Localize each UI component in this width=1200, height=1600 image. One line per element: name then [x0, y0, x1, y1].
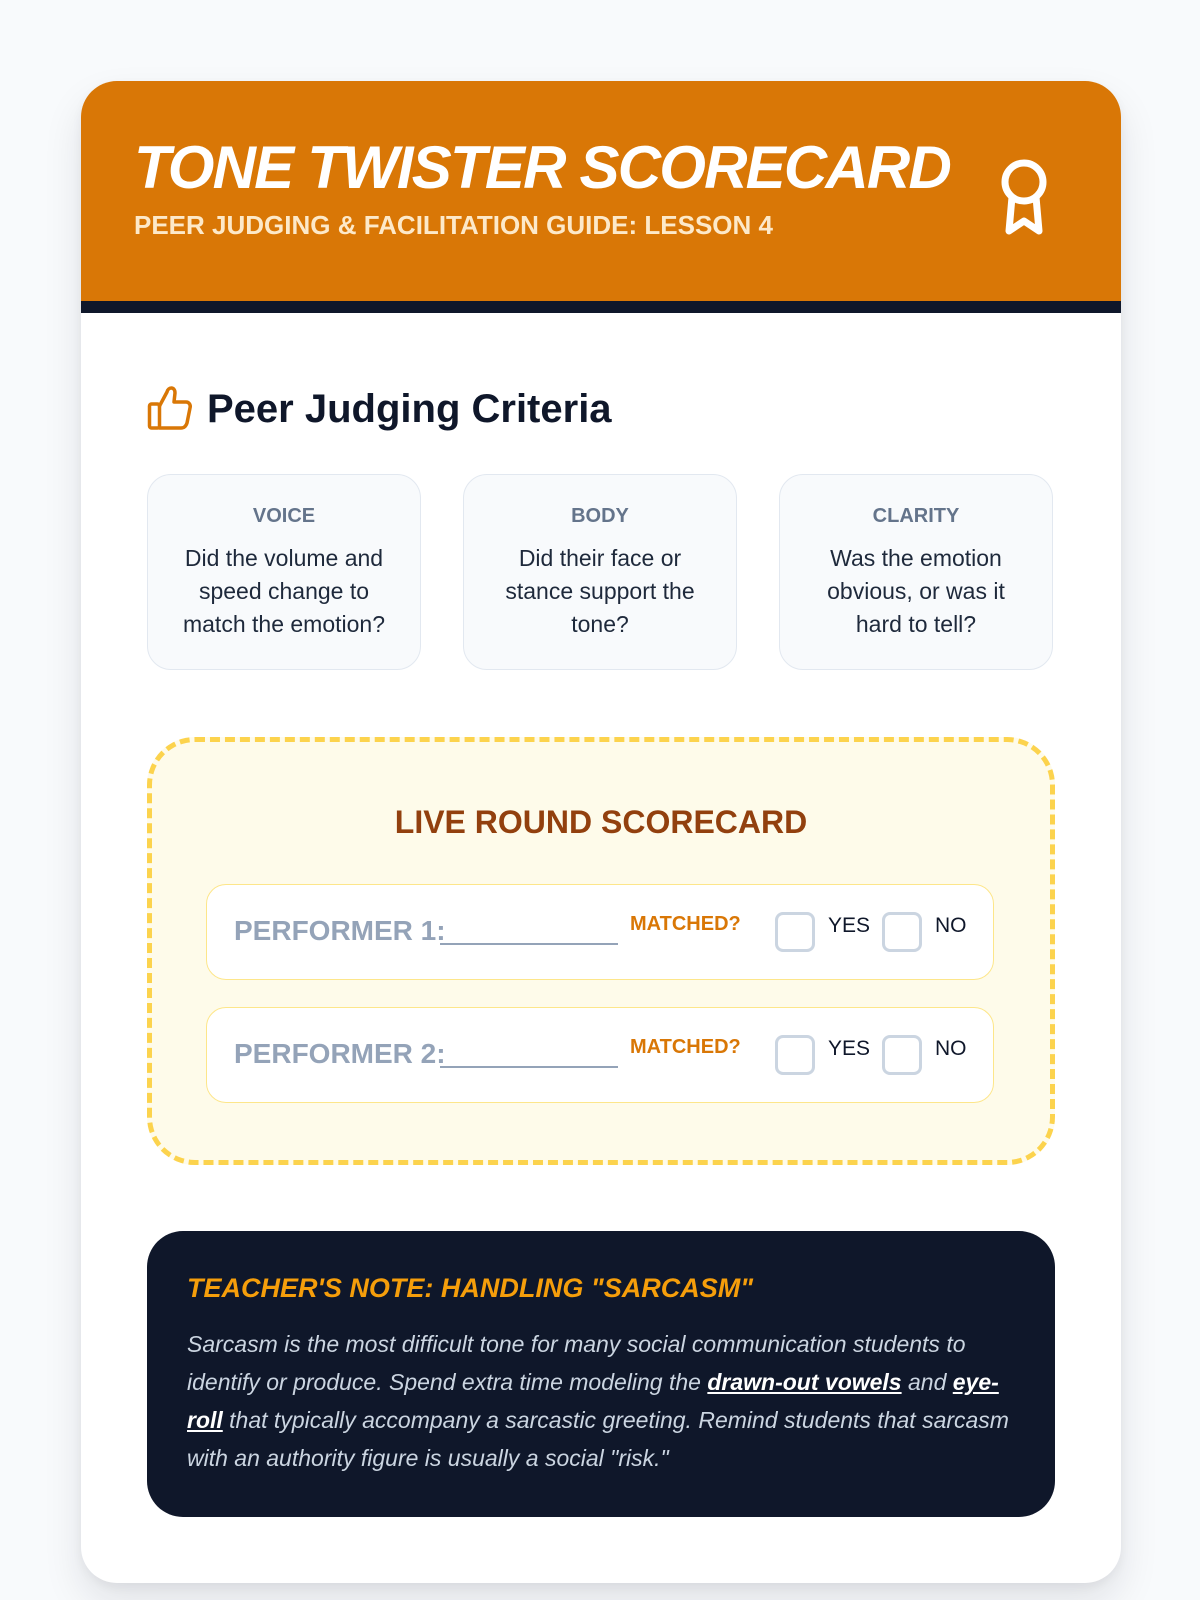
no-label: NO: [935, 1037, 967, 1060]
yes-checkbox[interactable]: [775, 1035, 815, 1075]
no-checkbox[interactable]: [882, 912, 922, 952]
criteria-heading: Peer Judging Criteria: [207, 387, 612, 431]
note-emphasis-vowels: drawn-out vowels: [707, 1369, 902, 1395]
note-emphasis-eye-roll: eye-roll: [187, 1369, 999, 1433]
header-banner: [81, 81, 1121, 313]
criteria-text: Was the emotion obvious, or was it hard to tell?: [827, 545, 1005, 637]
teacher-note-body: [187, 1325, 1027, 1477]
performer-row: [206, 884, 994, 980]
performer-label: PERFORMER 1:: [234, 915, 446, 946]
performer-label: PERFORMER 2:: [234, 1038, 446, 1069]
page-subtitle: PEER JUDGING & FACILITATION GUIDE: LESSON 4: [134, 210, 773, 240]
no-label: NO: [935, 914, 967, 937]
yes-label: YES: [828, 1037, 871, 1060]
note-text: that typically accompany a sarcastic greeting. Remind students that sarcasm with an authority figure is usually a social "risk.": [187, 1407, 1009, 1471]
criteria-card-clarity: [779, 474, 1053, 670]
scorecard-card: [81, 81, 1121, 1583]
no-checkbox[interactable]: [882, 1035, 922, 1075]
note-text: and: [901, 1369, 953, 1395]
award-ribbon-icon: [993, 155, 1055, 237]
thumbs-up-icon: [147, 383, 193, 431]
live-round-scorecard: [147, 737, 1055, 1165]
yes-label: YES: [828, 914, 871, 937]
performer-row: [206, 1007, 994, 1103]
criteria-text: Did the volume and speed change to match the emotion?: [182, 545, 385, 637]
note-text: Sarcasm is the most difficult tone for many social communication students to identify or produce. Spend extra time modeling the: [187, 1331, 966, 1395]
page-title: TONE TWISTER SCORECARD: [134, 134, 950, 201]
criteria-text: Did their face or stance support the tone?: [505, 545, 695, 637]
performer-name-blank[interactable]: [440, 1066, 618, 1068]
criteria-label: BODY: [571, 505, 629, 527]
criteria-label: VOICE: [252, 505, 316, 527]
performer-name-blank[interactable]: [440, 943, 618, 945]
teacher-note-title: TEACHER'S NOTE: HANDLING "SARCASM": [187, 1273, 754, 1303]
scorecard-title: LIVE ROUND SCORECARD: [394, 804, 808, 840]
teacher-note: [147, 1231, 1055, 1517]
yes-checkbox[interactable]: [775, 912, 815, 952]
criteria-card-voice: [147, 474, 421, 670]
criteria-card-body: [463, 474, 737, 670]
matched-label: MATCHED?: [630, 1036, 741, 1058]
criteria-label: CLARITY: [872, 505, 960, 527]
matched-label: MATCHED?: [630, 913, 741, 935]
